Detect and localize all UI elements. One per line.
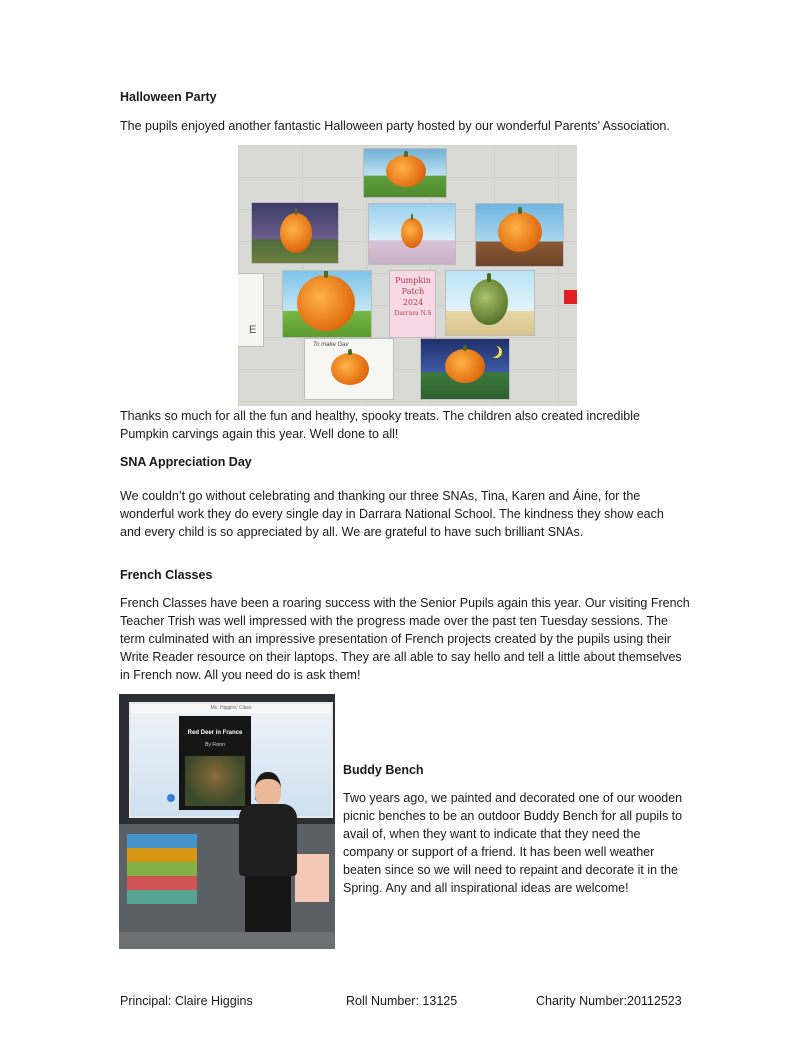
sna-heading: SNA Appreciation Day [120, 455, 252, 469]
pumpkin-patch-sign [389, 270, 436, 338]
red-tag [564, 290, 577, 304]
pumpkin-drawing [282, 270, 372, 338]
footer-roll-number: Roll Number: 13125 [346, 994, 458, 1008]
pumpkin-drawing [420, 338, 510, 400]
pumpkin-art-photo [238, 145, 577, 406]
boy-trousers [245, 876, 291, 932]
sign-line: Patch [401, 287, 425, 296]
sign-line: Darrara N.S [394, 310, 432, 317]
pumpkin-drawing [445, 270, 535, 336]
boy-jumper [239, 804, 297, 876]
sign-line: 2024 [402, 298, 424, 307]
prev-icon [167, 794, 175, 802]
wall-letter: E [249, 324, 257, 336]
ebook-cover [179, 716, 251, 810]
footer-charity-number: Charity Number:20112523 [536, 994, 682, 1008]
footer-principal: Principal: Claire Higgins [120, 994, 253, 1008]
pumpkin-drawing [304, 338, 394, 400]
book-title: Red Deer in France [187, 730, 243, 736]
moon-icon [487, 345, 499, 357]
classroom-photo [119, 694, 335, 949]
sna-body: We couldn’t go without celebrating and thanking our three SNAs, Tina, Karen and Áine, for the wonderful work they do every single day in Darrara National School. The kindness they show each and every child is so appreciated by all. We are grateful to have such brilliant SNAs. [120, 489, 664, 539]
wall-display [127, 834, 197, 904]
smartboard-screen [129, 702, 333, 818]
pumpkin-drawing [368, 203, 456, 265]
poster [295, 854, 329, 902]
pumpkin-drawing [363, 148, 447, 198]
pumpkin-drawing [475, 203, 564, 267]
book-author: By Fionn [205, 742, 225, 748]
halloween-thanks: Thanks so much for all the fun and healthy, spooky treats. The children also created incredible Pumpkin carvings again this year. Well done to all! [120, 409, 640, 441]
paper-edge [238, 273, 264, 347]
buddy-body: Two years ago, we painted and decorated one of our wooden picnic benches to be an outdoor Buddy Bench for all pupils to avail of, when they want to indicate that they need the company or support of a friend. It has been well weather beaten since so we will need to repaint and decorate it in the Spring. Any and all inspirational ideas are welcome! [343, 791, 683, 895]
french-body: French Classes have been a roaring success with the Senior Pupils again this year. Our visiting French Teacher Trish was well impressed with the progress made over the past ten Tuesday sessions. The term culminated with an impressive presentation of French projects created by the pupils using their Write Reader resource on their laptops. They are all able to say hello and tell a little about themselves in French now. All you need do is ask them! [120, 596, 690, 682]
deer-picture [185, 756, 245, 806]
screen-title: Ms. Higgins' Class [131, 704, 331, 713]
art-note: To make Gav [313, 342, 349, 348]
halloween-intro: The pupils enjoyed another fantastic Halloween party hosted by our wonderful Parents’ Association. [120, 119, 670, 133]
sign-line: Pumpkin [395, 276, 431, 285]
buddy-heading: Buddy Bench [343, 763, 424, 777]
halloween-heading: Halloween Party [120, 90, 217, 104]
pumpkin-drawing [251, 202, 339, 264]
french-heading: French Classes [120, 568, 213, 582]
